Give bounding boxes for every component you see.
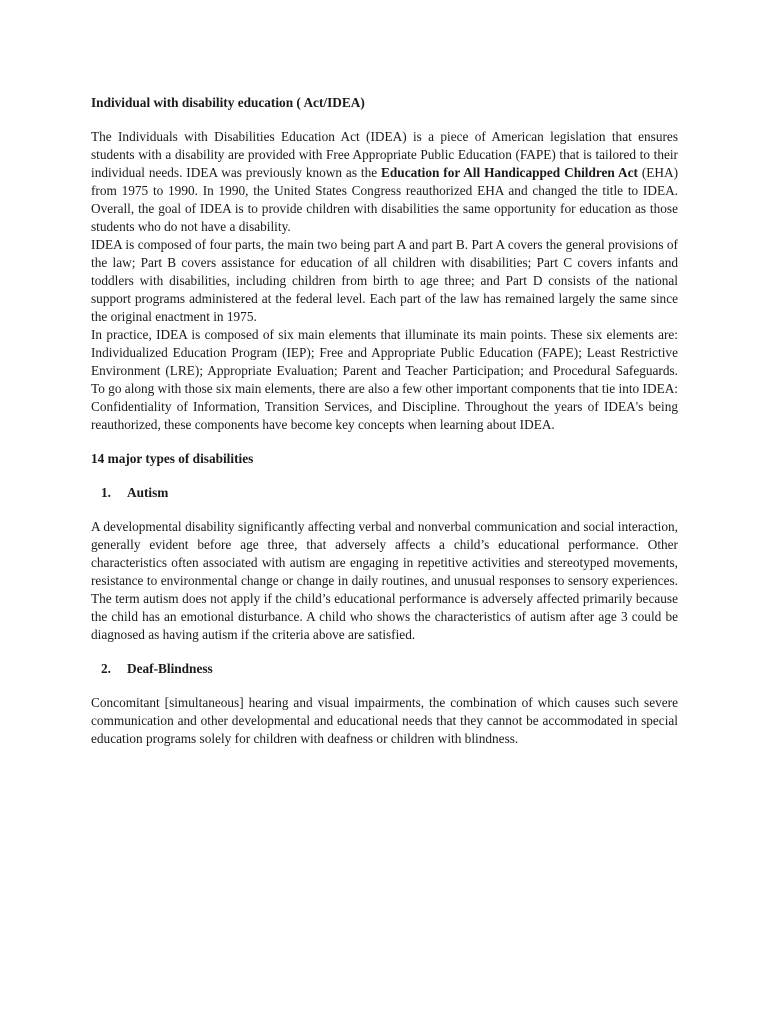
eha-act-name: Education for All Handicapped Children Act [381,165,638,180]
types-heading: 14 major types of disabilities [91,451,254,466]
item-title: Autism [127,485,169,500]
intro-paragraph-1 [91,128,678,236]
item-number: 2. [101,661,111,676]
item-title: Deaf-Blindness [127,661,213,676]
item-number: 1. [101,485,111,500]
item-heading-autism [91,484,678,502]
intro-text-start: The Individuals with Disabilities Education Act (IDEA) is a piece of American legislation that ensures students with a disability are provided with Free Appropriate Public Education (FAPE) that is tailored to their individual needs. IDEA was previously known as the [91,129,678,180]
intro-text-end: (EHA) from 1975 to 1990. In 1990, the United States Congress reauthorized EHA and changed the title to IDEA. Overall, the goal of IDEA is to provide children with disabilities the same opportunity for education as those students who do not have a disability. [91,165,678,234]
intro-paragraph-2: IDEA is composed of four parts, the main two being part A and part B. Part A covers the general provisions of the law; Part B covers assistance for education of all children with disabilities; Part C covers infants and toddlers with disabilities, including children from birth to age three; and Part D consists of the national support programs administered at the federal level. Each part of the law has remained largely the same since the original enactment in 1975. [91,237,678,324]
item-text-autism: A developmental disability significantly affecting verbal and nonverbal communication and social interaction, generally evident before age three, that adversely affects a child’s educational performance. Other characteristics often associated with autism are engaging in repetitive activities and stereotyped movements, resistance to environmental change or change in daily routines, and unusual responses to sensory experiences. The term autism does not apply if the child’s educational performance is adversely affected primarily because the child has an emotional disturbance. A child who shows the characteristics of autism after age 3 could be diagnosed as having autism if the criteria above are satisfied. [91,519,678,642]
document-title: Individual with disability education ( Act/IDEA) [91,95,365,110]
intro-paragraph-3: In practice, IDEA is composed of six main elements that illuminate its main points. These six elements are: Individualized Education Program (IEP); Free and Appropriate Public Education (FAPE); Least Restrictive Environment (LRE); Appropriate Evaluation; Parent and Teacher Participation; and Procedural Safeguards. To go along with those six main elements, there are also a few other important components that tie into IDEA: Confidentiality of Information, Transition Services, and Discipline. Throughout the years of IDEA's being reauthorized, these components have become key concepts when learning about IDEA. [91,327,678,432]
item-text-deaf-blindness: Concomitant [simultaneous] hearing and visual impairments, the combination of which causes such severe communication and other developmental and educational needs that they cannot be accommodated in special education programs solely for children with deafness or children with blindness. [91,695,678,746]
item-heading-deaf-blindness [91,660,678,678]
